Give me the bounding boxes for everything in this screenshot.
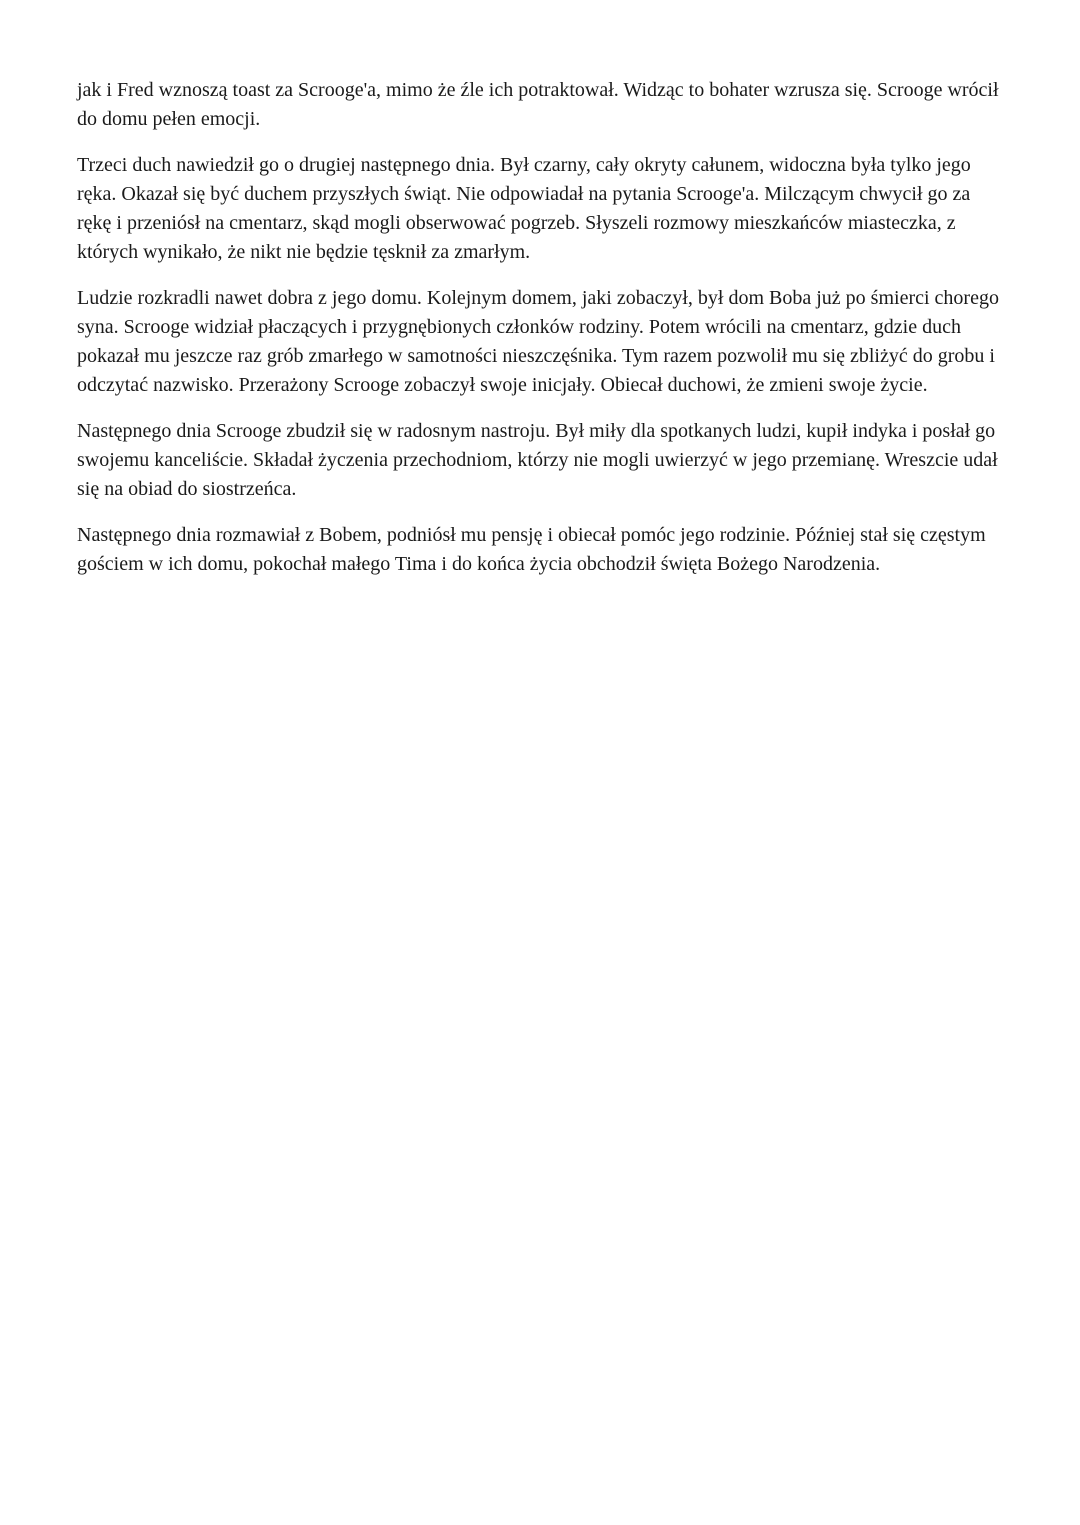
- paragraph-2: Trzeci duch nawiedził go o drugiej następnego dnia. Był czarny, cały okryty całunem, widoczna była tylko jego ręka. Okazał się być duchem przyszłych świąt. Nie odpowiadał na pytania Scrooge'a. Milczącym chwycił go za rękę i przeniósł na cmentarz, skąd mogli obserwować pogrzeb. Słyszeli rozmowy mieszkańców miasteczka, z których wynikało, że nikt nie będzie tęsknił za zmarłym.: [77, 154, 971, 263]
- paragraph-3: Ludzie rozkradli nawet dobra z jego domu. Kolejnym domem, jaki zobaczył, był dom Boba już po śmierci chorego syna. Scrooge widział płaczących i przygnębionych członków rodziny. Potem wrócili na cmentarz, gdzie duch pokazał mu jeszcze raz grób zmarłego w samotności nieszczęśnika. Tym razem pozwolił mu się zbliżyć do grobu i odczytać nazwisko. Przerażony Scrooge zobaczył swoje inicjały. Obiecał duchowi, że zmieni swoje życie.: [77, 287, 999, 396]
- paragraph-4: Następnego dnia Scrooge zbudził się w radosnym nastroju. Był miły dla spotkanych ludzi, kupił indyka i posłał go swojemu kanceliście. Składał życzenia przechodniom, którzy nie mogli uwierzyć w jego przemianę. Wreszcie udał się na obiad do siostrzeńca.: [77, 420, 998, 500]
- paragraph-1: jak i Fred wznoszą toast za Scrooge'a, mimo że źle ich potraktował. Widząc to bohater wzrusza się. Scrooge wrócił do domu pełen emocji.: [77, 79, 999, 130]
- paragraph-5: Następnego dnia rozmawiał z Bobem, podniósł mu pensję i obiecał pomóc jego rodzinie. Później stał się częstym gościem w ich domu, pokochał małego Tima i do końca życia obchodził święta Bożego Narodzenia.: [77, 524, 986, 575]
- document-body: [77, 76, 1007, 596]
